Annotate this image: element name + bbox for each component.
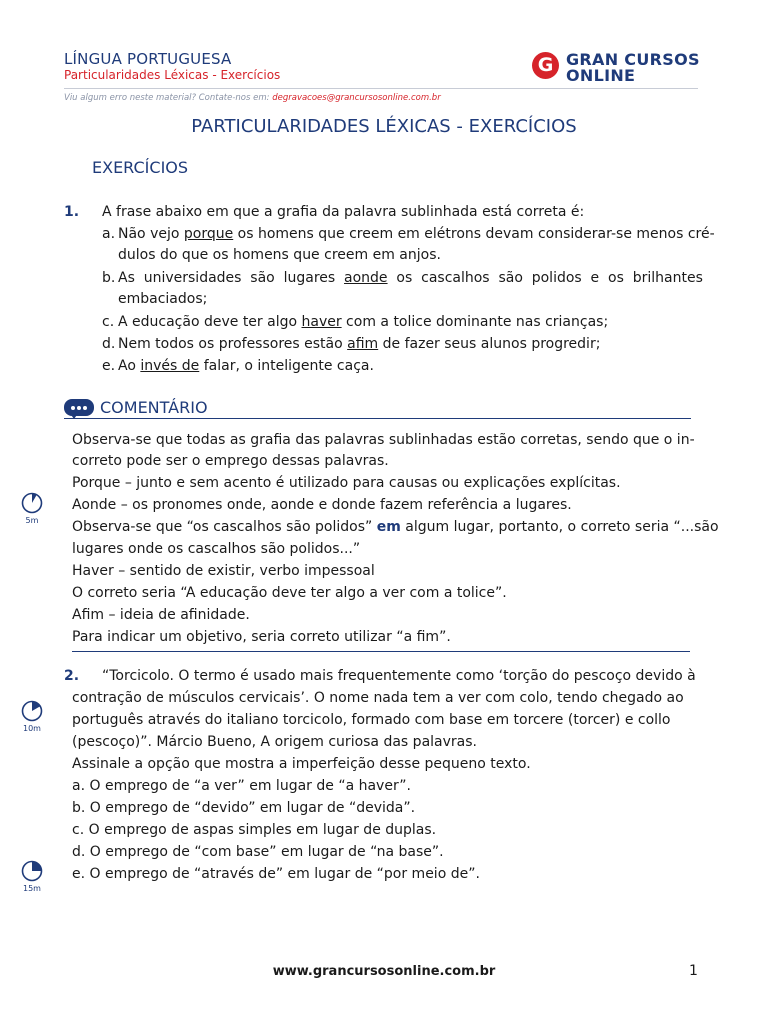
comment-line-3: Porque – junto e sem acento é utilizado para causas ou explicações explícitas. <box>72 475 621 491</box>
q1-c-post: com a tolice dominante nas crianças; <box>341 314 609 330</box>
q1-c-pre: A educação deve ter algo <box>118 314 302 330</box>
timer-5m-clock-icon <box>21 492 43 514</box>
comment-line-6: lugares onde os cascalhos são polidos...” <box>72 541 361 557</box>
header-divider <box>64 88 698 89</box>
q1-option-c-letter: c. <box>102 314 115 330</box>
timer-15m-clock-icon <box>21 860 43 882</box>
q1-d-post: de fazer seus alunos progredir; <box>378 336 601 352</box>
q2-b-text: O emprego de “devido” em lugar de “devida”. <box>89 800 416 816</box>
comment-line-2: correto pode ser o emprego dessas palavras. <box>72 453 389 469</box>
q2-e-letter: e. <box>72 866 86 882</box>
q1-a-post: os homens que creem em elétrons devam considerar-se menos cré- <box>233 226 715 242</box>
comment-line-5 <box>72 517 719 539</box>
q1-option-b-line1 <box>118 268 703 290</box>
q1-d-underlined: afim <box>347 336 379 352</box>
timer-15m-label: 15m <box>23 884 41 893</box>
q2-text-line-4: (pescoço)”. Márcio Bueno, A origem curiosa das palavras. <box>72 734 477 750</box>
logo-text-line1: GRAN CURSOS <box>566 50 700 69</box>
q1-option-e <box>118 356 374 378</box>
comment-line-10: Para indicar um objetivo, seria correto utilizar “a fim”. <box>72 629 451 645</box>
q2-text-line-2: contração de músculos cervicais’. O nome nada tem a ver com colo, tendo chegado ao <box>72 690 684 706</box>
q2-d-text: O emprego de “com base” em lugar de “na base”. <box>89 844 444 860</box>
question-1-number: 1. <box>64 204 80 220</box>
comment-l5-pre: Observa-se que “os cascalhos são polidos” <box>72 519 377 535</box>
footer-website-link[interactable]: www.grancursosonline.com.br <box>272 964 496 979</box>
gran-cursos-logo <box>532 50 702 84</box>
q1-b-post: os cascalhos são polidos e os brilhantes <box>387 270 703 286</box>
q2-c-letter: c. <box>72 822 85 838</box>
question-1-stem: A frase abaixo em que a grafia da palavra sublinhada está correta é: <box>102 204 585 220</box>
timer-5m <box>20 492 44 525</box>
q2-text-line-5: Assinale a opção que mostra a imperfeição desse pequeno texto. <box>72 756 531 772</box>
question-2-number: 2. <box>64 668 80 684</box>
timer-15m <box>20 860 44 893</box>
q2-option-d <box>72 842 444 864</box>
timer-10m-label: 10m <box>23 724 41 733</box>
timer-10m-clock-icon <box>21 700 43 722</box>
q1-option-a-letter: a. <box>102 226 116 242</box>
comment-bubble-icon <box>64 399 94 419</box>
comment-title: COMENTÁRIO <box>100 398 208 417</box>
comment-line-9: Afim – ideia de afinidade. <box>72 607 250 623</box>
q2-c-text: O emprego de aspas simples em lugar de duplas. <box>88 822 437 838</box>
q1-a-pre: Não vejo <box>118 226 184 242</box>
q2-e-text: O emprego de “através de” em lugar de “por meio de”. <box>89 866 480 882</box>
timer-10m <box>20 700 44 733</box>
q2-b-letter: b. <box>72 800 86 816</box>
comment-line-8: O correto seria “A educação deve ter algo a ver com a tolice”. <box>72 585 507 601</box>
q1-option-c <box>118 312 608 334</box>
comment-l5-em: em <box>376 519 401 535</box>
q1-option-d <box>118 334 600 356</box>
q2-option-c <box>72 820 436 842</box>
q1-option-b-letter: b. <box>102 270 116 286</box>
q2-option-a <box>72 776 411 798</box>
q2-text-line-1: “Torcicolo. O termo é usado mais frequentemente como ‘torção do pescoço devido à <box>102 668 696 684</box>
comment-l5-post: algum lugar, portanto, o correto seria “...são <box>400 519 719 535</box>
q2-d-letter: d. <box>72 844 86 860</box>
q2-option-b <box>72 798 415 820</box>
logo-g-icon: G <box>532 52 559 79</box>
page-title: PARTICULARIDADES LÉXICAS - EXERCÍCIOS <box>191 116 577 137</box>
q1-e-post: falar, o inteligente caça. <box>199 358 374 374</box>
q1-b-pre: As universidades são lugares <box>118 270 345 286</box>
q1-option-e-letter: e. <box>102 358 116 374</box>
q1-e-pre: Ao <box>118 358 141 374</box>
header-subject: LÍNGUA PORTUGUESA <box>64 50 232 68</box>
q1-c-underlined: haver <box>301 314 342 330</box>
header-contact <box>64 93 441 103</box>
q1-d-pre: Nem todos os professores estão <box>118 336 348 352</box>
q1-option-a-line1 <box>118 224 715 246</box>
question-divider <box>72 651 690 652</box>
comment-divider <box>64 418 691 419</box>
comment-line-4: Aonde – os pronomes onde, aonde e donde fazem referência a lugares. <box>72 497 572 513</box>
logo-text-line2: ONLINE <box>566 66 636 85</box>
q2-a-letter: a. <box>72 778 86 794</box>
q1-b-underlined: aonde <box>344 270 388 286</box>
contact-prefix: Viu algum erro neste material? Contate-nos em: <box>64 93 273 103</box>
q1-e-underlined: invés de <box>140 358 200 374</box>
q2-a-text: O emprego de “a ver” em lugar de “a haver”. <box>89 778 411 794</box>
q1-option-d-letter: d. <box>102 336 116 352</box>
q1-a-underlined: porque <box>183 226 234 242</box>
q1-option-a-line2: dulos do que os homens que creem em anjos. <box>118 247 441 263</box>
q1-option-b-line2: embaciados; <box>118 291 208 307</box>
q2-option-e <box>72 864 480 886</box>
page-number: 1 <box>689 963 698 979</box>
contact-email-link[interactable]: degravacoes@grancursosonline.com.br <box>272 93 441 103</box>
timer-5m-label: 5m <box>25 516 39 525</box>
section-title: EXERCÍCIOS <box>92 158 189 177</box>
header-topic: Particularidades Léxicas - Exercícios <box>64 68 281 82</box>
comment-line-7: Haver – sentido de existir, verbo impessoal <box>72 563 375 579</box>
q2-text-line-3: português através do italiano torcicolo, formado com base em torcere (torcer) e collo <box>72 712 671 728</box>
comment-line-1: Observa-se que todas as grafia das palavras sublinhadas estão corretas, sendo que o in- <box>72 432 695 448</box>
